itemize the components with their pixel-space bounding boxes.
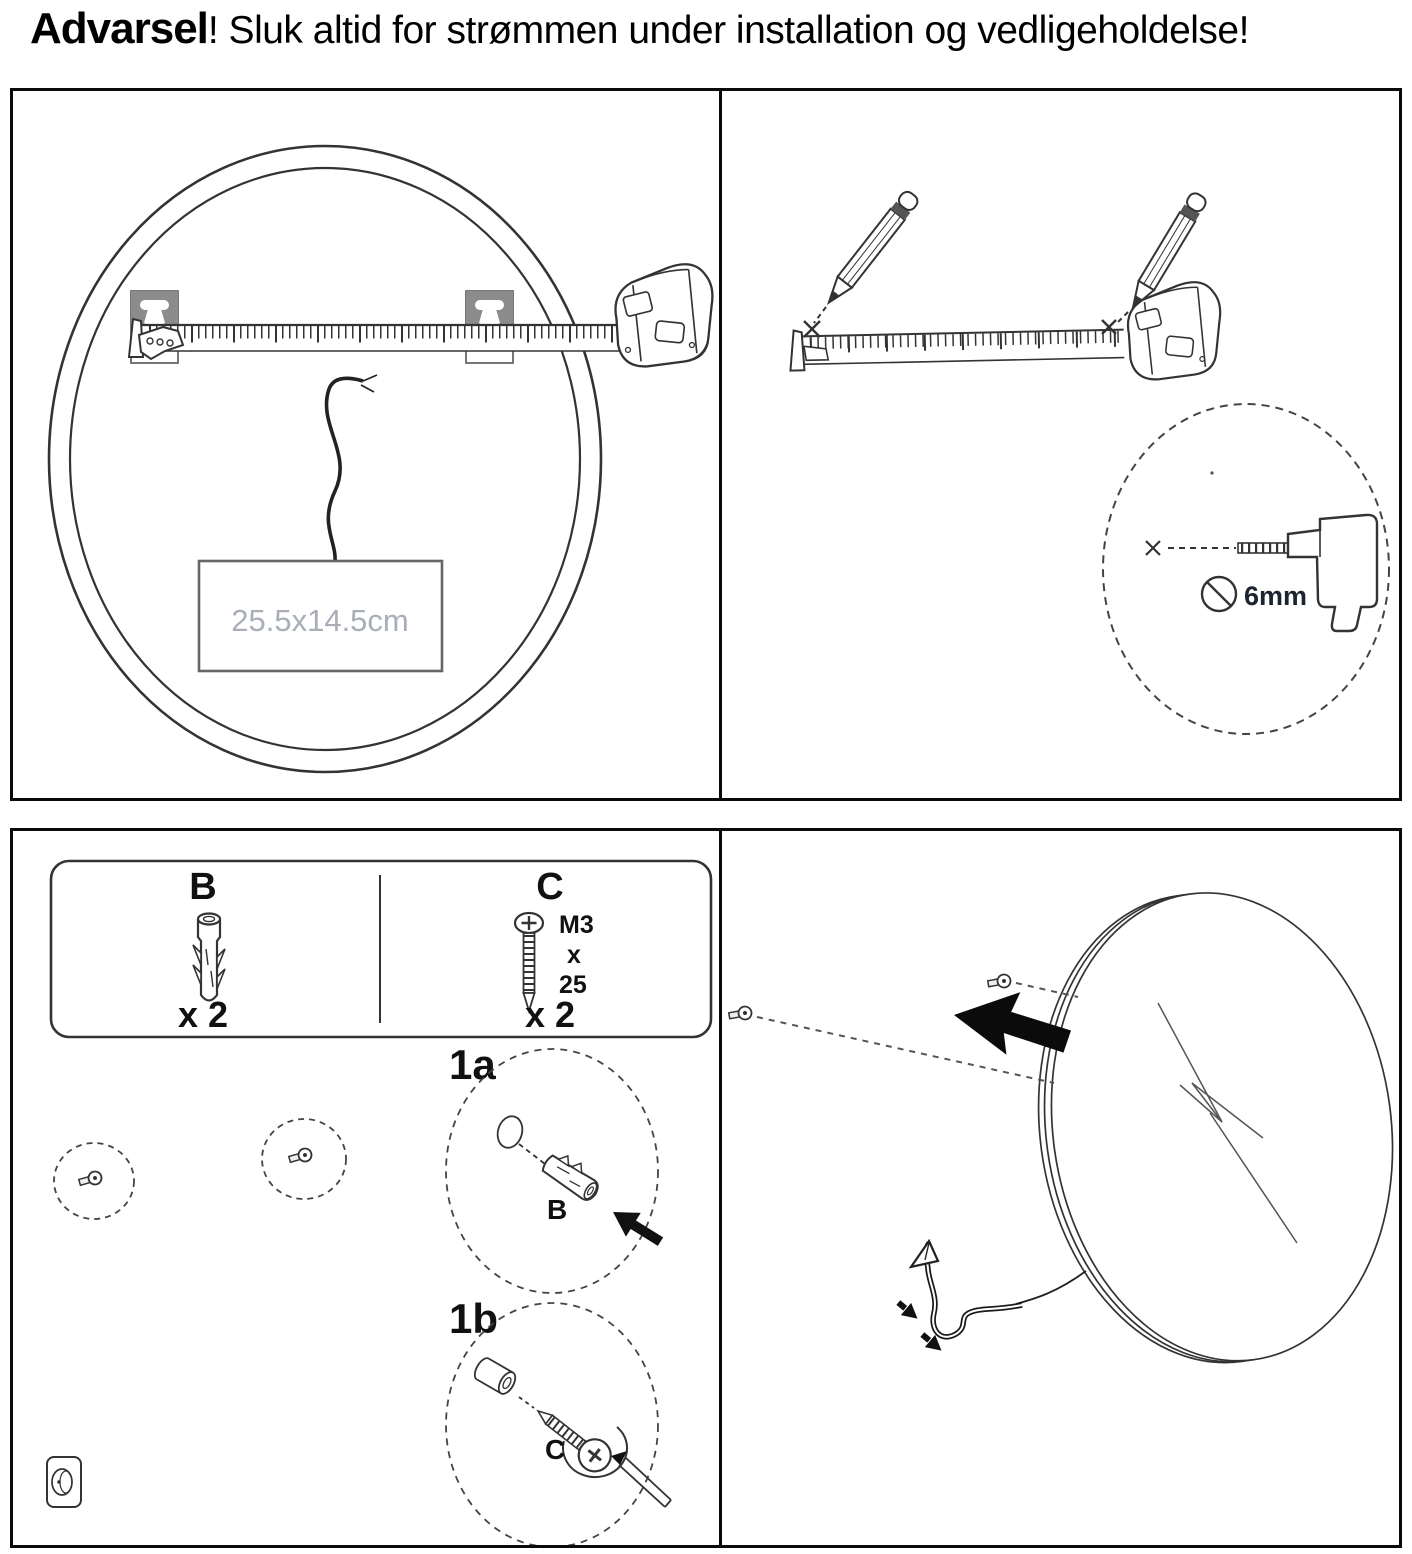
step-1a-label: 1a (449, 1041, 496, 1088)
wall-screw-bubble-left (54, 1143, 134, 1219)
part-b-label: B (189, 866, 217, 908)
wall-screw-icon (288, 1147, 313, 1166)
mirror-back-drawing (13, 91, 719, 798)
hang-mirror-drawing (722, 831, 1399, 1545)
tape-blade (790, 324, 1125, 371)
screw-spec-length: 25 (559, 971, 587, 999)
wall-screw-icon (728, 1005, 752, 1022)
bottom-panel-row (10, 828, 1402, 1548)
wall-screw-bubble-right (262, 1119, 346, 1199)
step-1a-part-label: B (547, 1194, 568, 1225)
mark-leader-line (814, 307, 826, 323)
diameter-symbol-icon (1202, 577, 1236, 611)
screw-spec-x: x (567, 941, 581, 969)
plug-icon (911, 1241, 938, 1267)
step-1b-bubble (446, 1295, 671, 1545)
mirror (1009, 871, 1399, 1385)
pencil-icon (822, 189, 921, 308)
panel-measure-mirror-back (13, 91, 722, 798)
parts-steps-drawing (13, 831, 719, 1545)
mark-drill-drawing (722, 91, 1399, 798)
plug-in-wall-icon (472, 1356, 519, 1397)
screw-spec-size: M3 (559, 911, 594, 939)
step-1b-label: 1b (449, 1295, 499, 1342)
junction-box (199, 561, 442, 671)
warning-title: Advarsel (30, 4, 208, 53)
part-b-qty: x 2 (177, 994, 229, 1035)
mark-leader-line (1116, 312, 1128, 324)
panel-mark-and-drill (722, 91, 1399, 798)
power-cable (893, 1241, 1086, 1357)
mirror-frame (49, 146, 601, 772)
parts-box (51, 861, 711, 1037)
panel-parts-and-steps (13, 831, 722, 1545)
x-mark-drill (1146, 541, 1160, 555)
warning-text: ! Sluk altid for strømmen under installation og vedligeholdelse! (207, 9, 1249, 52)
warning-header (30, 4, 1390, 54)
screw-icon (528, 1398, 617, 1477)
anchor-end-view-icon (47, 1457, 81, 1507)
x-mark-left (804, 321, 820, 337)
panel-hang-mirror (722, 831, 1399, 1545)
step-1a-bubble (446, 1041, 668, 1293)
junction-box-size-label: 25.5x14.5cm (231, 603, 409, 638)
wall-screw-icon (987, 973, 1011, 990)
part-c-label: C (536, 866, 564, 908)
top-panel-row (10, 88, 1402, 801)
wall-screw-icon (78, 1170, 103, 1189)
bit-diameter-label: 6mm (1244, 581, 1308, 611)
step-1b-part-label: C (545, 1434, 566, 1465)
cable-direction-arrows (893, 1296, 946, 1356)
part-c-qty: x 2 (524, 994, 576, 1035)
drill-icon (1238, 515, 1377, 631)
screwdriver-tip (619, 1458, 671, 1507)
tape-measure-icon (615, 264, 712, 366)
drill-detail-bubble (1103, 404, 1389, 734)
